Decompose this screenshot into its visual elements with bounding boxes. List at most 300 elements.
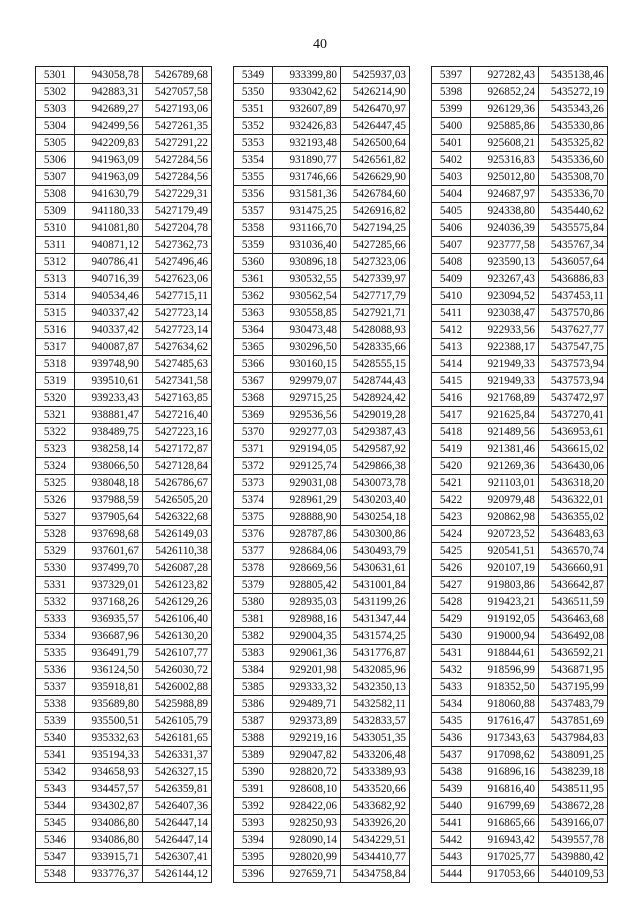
point-number-cell: 5404 [432, 186, 471, 203]
x-coordinate-cell: 926852,24 [471, 84, 539, 101]
y-coordinate-cell: 5436615,02 [539, 441, 608, 458]
x-coordinate-cell: 920979,48 [471, 492, 539, 509]
table-row [234, 271, 410, 288]
y-coordinate-cell: 5436886,83 [539, 271, 608, 288]
point-number-cell: 5409 [432, 271, 471, 288]
x-coordinate-cell: 928820,72 [273, 764, 341, 781]
x-coordinate-cell: 934302,87 [75, 798, 143, 815]
x-coordinate-cell: 941630,79 [75, 186, 143, 203]
x-coordinate-cell: 940716,39 [75, 271, 143, 288]
x-coordinate-cell: 940337,42 [75, 322, 143, 339]
point-number-cell: 5364 [234, 322, 273, 339]
y-coordinate-cell: 5436511,59 [539, 594, 608, 611]
point-number-cell: 5371 [234, 441, 273, 458]
point-number-cell: 5367 [234, 373, 273, 390]
point-number-cell: 5373 [234, 475, 273, 492]
x-coordinate-cell: 920107,19 [471, 560, 539, 577]
point-number-cell: 5311 [36, 237, 75, 254]
point-number-cell: 5374 [234, 492, 273, 509]
x-coordinate-cell: 928608,10 [273, 781, 341, 798]
point-number-cell: 5316 [36, 322, 75, 339]
y-coordinate-cell: 5437851,69 [539, 713, 608, 730]
x-coordinate-cell: 921269,36 [471, 458, 539, 475]
y-coordinate-cell: 5437270,41 [539, 407, 608, 424]
point-number-cell: 5350 [234, 84, 273, 101]
point-number-cell: 5340 [36, 730, 75, 747]
point-number-cell: 5358 [234, 220, 273, 237]
y-coordinate-cell: 5430203,40 [341, 492, 410, 509]
table-row [36, 118, 212, 135]
y-coordinate-cell: 5427723,14 [143, 322, 212, 339]
y-coordinate-cell: 5427216,40 [143, 407, 212, 424]
y-coordinate-cell: 5426561,82 [341, 152, 410, 169]
y-coordinate-cell: 5435138,46 [539, 67, 608, 84]
table-row [36, 152, 212, 169]
table-row [432, 186, 608, 203]
y-coordinate-cell: 5427229,31 [143, 186, 212, 203]
y-coordinate-cell: 5437483,79 [539, 696, 608, 713]
point-number-cell: 5336 [36, 662, 75, 679]
table-row [36, 849, 212, 866]
y-coordinate-cell: 5426447,45 [341, 118, 410, 135]
table-row [36, 339, 212, 356]
point-number-cell: 5411 [432, 305, 471, 322]
x-coordinate-cell: 924687,97 [471, 186, 539, 203]
point-number-cell: 5335 [36, 645, 75, 662]
x-coordinate-cell: 927659,71 [273, 866, 341, 883]
table-row [234, 356, 410, 373]
y-coordinate-cell: 5426916,82 [341, 203, 410, 220]
table-row [432, 373, 608, 390]
y-coordinate-cell: 5426789,68 [143, 67, 212, 84]
table-row [36, 84, 212, 101]
point-number-cell: 5324 [36, 458, 75, 475]
point-number-cell: 5307 [36, 169, 75, 186]
x-coordinate-cell: 922933,56 [471, 322, 539, 339]
y-coordinate-cell: 5433389,93 [341, 764, 410, 781]
point-number-cell: 5319 [36, 373, 75, 390]
table-row [234, 577, 410, 594]
y-coordinate-cell: 5427285,66 [341, 237, 410, 254]
x-coordinate-cell: 936491,79 [75, 645, 143, 662]
x-coordinate-cell: 928250,93 [273, 815, 341, 832]
x-coordinate-cell: 916799,69 [471, 798, 539, 815]
y-coordinate-cell: 5439880,42 [539, 849, 608, 866]
x-coordinate-cell: 916896,16 [471, 764, 539, 781]
y-coordinate-cell: 5426447,14 [143, 832, 212, 849]
y-coordinate-cell: 5436322,01 [539, 492, 608, 509]
point-number-cell: 5403 [432, 169, 471, 186]
x-coordinate-cell: 928988,16 [273, 611, 341, 628]
table-row [36, 764, 212, 781]
x-coordinate-cell: 929201,98 [273, 662, 341, 679]
table-row [432, 645, 608, 662]
point-number-cell: 5305 [36, 135, 75, 152]
x-coordinate-cell: 929333,32 [273, 679, 341, 696]
x-coordinate-cell: 937168,26 [75, 594, 143, 611]
x-coordinate-cell: 933042,62 [273, 84, 341, 101]
y-coordinate-cell: 5433682,92 [341, 798, 410, 815]
table-row [36, 560, 212, 577]
x-coordinate-cell: 934086,80 [75, 815, 143, 832]
x-coordinate-cell: 928020,99 [273, 849, 341, 866]
y-coordinate-cell: 5436430,06 [539, 458, 608, 475]
x-coordinate-cell: 918060,88 [471, 696, 539, 713]
point-number-cell: 5366 [234, 356, 273, 373]
x-coordinate-cell: 937499,70 [75, 560, 143, 577]
y-coordinate-cell: 5426500,64 [341, 135, 410, 152]
table-row [36, 526, 212, 543]
x-coordinate-cell: 939510,61 [75, 373, 143, 390]
x-coordinate-cell: 934658,93 [75, 764, 143, 781]
table-row [432, 781, 608, 798]
x-coordinate-cell: 929004,35 [273, 628, 341, 645]
x-coordinate-cell: 935194,33 [75, 747, 143, 764]
point-number-cell: 5360 [234, 254, 273, 271]
x-coordinate-cell: 923038,47 [471, 305, 539, 322]
x-coordinate-cell: 930558,85 [273, 305, 341, 322]
x-coordinate-cell: 940534,46 [75, 288, 143, 305]
table-row [36, 67, 212, 84]
point-number-cell: 5419 [432, 441, 471, 458]
y-coordinate-cell: 5427623,06 [143, 271, 212, 288]
x-coordinate-cell: 923777,58 [471, 237, 539, 254]
x-coordinate-cell: 942883,31 [75, 84, 143, 101]
y-coordinate-cell: 5426784,60 [341, 186, 410, 203]
table-row [234, 713, 410, 730]
table-row [234, 254, 410, 271]
point-number-cell: 5443 [432, 849, 471, 866]
x-coordinate-cell: 937601,67 [75, 543, 143, 560]
y-coordinate-cell: 5437573,94 [539, 373, 608, 390]
table-row [432, 662, 608, 679]
x-coordinate-cell: 928935,03 [273, 594, 341, 611]
table-row [432, 322, 608, 339]
y-coordinate-cell: 5436463,68 [539, 611, 608, 628]
x-coordinate-cell: 921768,89 [471, 390, 539, 407]
table-row [36, 628, 212, 645]
point-number-cell: 5306 [36, 152, 75, 169]
y-coordinate-cell: 5427284,56 [143, 152, 212, 169]
y-coordinate-cell: 5431574,25 [341, 628, 410, 645]
point-number-cell: 5334 [36, 628, 75, 645]
y-coordinate-cell: 5426030,72 [143, 662, 212, 679]
table-row [234, 84, 410, 101]
x-coordinate-cell: 937698,68 [75, 526, 143, 543]
table-row [234, 764, 410, 781]
x-coordinate-cell: 921103,01 [471, 475, 539, 492]
y-coordinate-cell: 5437547,75 [539, 339, 608, 356]
y-coordinate-cell: 5428924,42 [341, 390, 410, 407]
point-number-cell: 5375 [234, 509, 273, 526]
x-coordinate-cell: 923094,52 [471, 288, 539, 305]
point-number-cell: 5426 [432, 560, 471, 577]
point-number-cell: 5353 [234, 135, 273, 152]
point-number-cell: 5331 [36, 577, 75, 594]
y-coordinate-cell: 5436483,63 [539, 526, 608, 543]
x-coordinate-cell: 918596,99 [471, 662, 539, 679]
x-coordinate-cell: 928090,14 [273, 832, 341, 849]
table-row [234, 543, 410, 560]
x-coordinate-cell: 928787,86 [273, 526, 341, 543]
y-coordinate-cell: 5430300,86 [341, 526, 410, 543]
point-number-cell: 5434 [432, 696, 471, 713]
point-number-cell: 5439 [432, 781, 471, 798]
table-row [432, 832, 608, 849]
point-number-cell: 5407 [432, 237, 471, 254]
table-row [432, 849, 608, 866]
y-coordinate-cell: 5435308,70 [539, 169, 608, 186]
table-row [36, 305, 212, 322]
table-row [234, 628, 410, 645]
table-row [36, 101, 212, 118]
point-number-cell: 5314 [36, 288, 75, 305]
table-row [36, 458, 212, 475]
x-coordinate-cell: 941081,80 [75, 220, 143, 237]
point-number-cell: 5327 [36, 509, 75, 526]
x-coordinate-cell: 917053,66 [471, 866, 539, 883]
table-row [234, 815, 410, 832]
y-coordinate-cell: 5426331,37 [143, 747, 212, 764]
y-coordinate-cell: 5426327,15 [143, 764, 212, 781]
table-row [234, 288, 410, 305]
point-number-cell: 5349 [234, 67, 273, 84]
y-coordinate-cell: 5426149,03 [143, 526, 212, 543]
point-number-cell: 5441 [432, 815, 471, 832]
table-row [36, 254, 212, 271]
point-number-cell: 5414 [432, 356, 471, 373]
point-number-cell: 5390 [234, 764, 273, 781]
table-row [432, 713, 608, 730]
y-coordinate-cell: 5426505,20 [143, 492, 212, 509]
table-row [234, 441, 410, 458]
x-coordinate-cell: 925608,21 [471, 135, 539, 152]
point-number-cell: 5398 [432, 84, 471, 101]
point-number-cell: 5402 [432, 152, 471, 169]
x-coordinate-cell: 932426,83 [273, 118, 341, 135]
table-row [432, 526, 608, 543]
y-coordinate-cell: 5439557,78 [539, 832, 608, 849]
table-row [432, 696, 608, 713]
x-coordinate-cell: 921625,84 [471, 407, 539, 424]
x-coordinate-cell: 934086,80 [75, 832, 143, 849]
point-number-cell: 5332 [36, 594, 75, 611]
point-number-cell: 5413 [432, 339, 471, 356]
table-row [234, 730, 410, 747]
x-coordinate-cell: 921949,33 [471, 356, 539, 373]
y-coordinate-cell: 5426144,12 [143, 866, 212, 883]
y-coordinate-cell: 5433051,35 [341, 730, 410, 747]
x-coordinate-cell: 939748,90 [75, 356, 143, 373]
table-row [432, 101, 608, 118]
x-coordinate-cell: 930532,55 [273, 271, 341, 288]
x-coordinate-cell: 935332,63 [75, 730, 143, 747]
y-coordinate-cell: 5427261,35 [143, 118, 212, 135]
x-coordinate-cell: 928961,29 [273, 492, 341, 509]
point-number-cell: 5440 [432, 798, 471, 815]
y-coordinate-cell: 5435336,60 [539, 152, 608, 169]
table-row [234, 747, 410, 764]
table-row [432, 424, 608, 441]
table-row [234, 560, 410, 577]
table-row [234, 220, 410, 237]
table-row [432, 203, 608, 220]
point-number-cell: 5386 [234, 696, 273, 713]
y-coordinate-cell: 5435272,19 [539, 84, 608, 101]
table-row [432, 798, 608, 815]
table-row [234, 67, 410, 84]
y-coordinate-cell: 5428335,66 [341, 339, 410, 356]
table-row [234, 322, 410, 339]
point-number-cell: 5389 [234, 747, 273, 764]
table-row [432, 764, 608, 781]
y-coordinate-cell: 5426181,65 [143, 730, 212, 747]
point-number-cell: 5418 [432, 424, 471, 441]
point-number-cell: 5337 [36, 679, 75, 696]
y-coordinate-cell: 5427179,49 [143, 203, 212, 220]
x-coordinate-cell: 936935,57 [75, 611, 143, 628]
point-number-cell: 5368 [234, 390, 273, 407]
y-coordinate-cell: 5436355,02 [539, 509, 608, 526]
table-row [36, 203, 212, 220]
x-coordinate-cell: 931746,66 [273, 169, 341, 186]
table-row [36, 475, 212, 492]
y-coordinate-cell: 5429019,28 [341, 407, 410, 424]
x-coordinate-cell: 924338,80 [471, 203, 539, 220]
x-coordinate-cell: 930160,15 [273, 356, 341, 373]
y-coordinate-cell: 5438672,28 [539, 798, 608, 815]
x-coordinate-cell: 918352,50 [471, 679, 539, 696]
table-row [234, 373, 410, 390]
x-coordinate-cell: 933776,37 [75, 866, 143, 883]
table-row [432, 866, 608, 883]
x-coordinate-cell: 931475,25 [273, 203, 341, 220]
point-number-cell: 5320 [36, 390, 75, 407]
table-row [432, 543, 608, 560]
point-number-cell: 5417 [432, 407, 471, 424]
point-number-cell: 5338 [36, 696, 75, 713]
x-coordinate-cell: 918844,61 [471, 645, 539, 662]
table-row [234, 696, 410, 713]
y-coordinate-cell: 5427204,78 [143, 220, 212, 237]
table-row [36, 373, 212, 390]
table-row [234, 475, 410, 492]
x-coordinate-cell: 938066,50 [75, 458, 143, 475]
x-coordinate-cell: 928888,90 [273, 509, 341, 526]
x-coordinate-cell: 925885,86 [471, 118, 539, 135]
y-coordinate-cell: 5436953,61 [539, 424, 608, 441]
x-coordinate-cell: 936124,50 [75, 662, 143, 679]
point-number-cell: 5322 [36, 424, 75, 441]
x-coordinate-cell: 931166,70 [273, 220, 341, 237]
table-row [36, 594, 212, 611]
table-row [234, 186, 410, 203]
point-number-cell: 5357 [234, 203, 273, 220]
y-coordinate-cell: 5427634,62 [143, 339, 212, 356]
x-coordinate-cell: 917616,47 [471, 713, 539, 730]
y-coordinate-cell: 5429587,92 [341, 441, 410, 458]
x-coordinate-cell: 940087,87 [75, 339, 143, 356]
table-row [36, 441, 212, 458]
point-number-cell: 5431 [432, 645, 471, 662]
y-coordinate-cell: 5426002,88 [143, 679, 212, 696]
table-row [432, 254, 608, 271]
table-row [234, 390, 410, 407]
x-coordinate-cell: 928422,06 [273, 798, 341, 815]
y-coordinate-cell: 5433206,48 [341, 747, 410, 764]
point-number-cell: 5392 [234, 798, 273, 815]
point-number-cell: 5315 [36, 305, 75, 322]
y-coordinate-cell: 5427323,06 [341, 254, 410, 271]
point-number-cell: 5387 [234, 713, 273, 730]
y-coordinate-cell: 5427163,85 [143, 390, 212, 407]
table-row [36, 356, 212, 373]
point-number-cell: 5433 [432, 679, 471, 696]
y-coordinate-cell: 5427291,22 [143, 135, 212, 152]
x-coordinate-cell: 930562,54 [273, 288, 341, 305]
y-coordinate-cell: 5426087,28 [143, 560, 212, 577]
x-coordinate-cell: 927282,43 [471, 67, 539, 84]
table-row [234, 458, 410, 475]
point-number-cell: 5310 [36, 220, 75, 237]
x-coordinate-cell: 924036,39 [471, 220, 539, 237]
y-coordinate-cell: 5437984,83 [539, 730, 608, 747]
x-coordinate-cell: 929219,16 [273, 730, 341, 747]
point-number-cell: 5344 [36, 798, 75, 815]
table-row [36, 747, 212, 764]
table-row [432, 288, 608, 305]
point-number-cell: 5309 [36, 203, 75, 220]
point-number-cell: 5301 [36, 67, 75, 84]
y-coordinate-cell: 5426129,26 [143, 594, 212, 611]
y-coordinate-cell: 5435325,82 [539, 135, 608, 152]
y-coordinate-cell: 5435575,84 [539, 220, 608, 237]
y-coordinate-cell: 5436660,91 [539, 560, 608, 577]
table-row [234, 611, 410, 628]
x-coordinate-cell: 938489,75 [75, 424, 143, 441]
y-coordinate-cell: 5426447,14 [143, 815, 212, 832]
point-number-cell: 5355 [234, 169, 273, 186]
table-row [432, 356, 608, 373]
x-coordinate-cell: 929031,08 [273, 475, 341, 492]
point-number-cell: 5381 [234, 611, 273, 628]
y-coordinate-cell: 5430493,79 [341, 543, 410, 560]
table-row [36, 611, 212, 628]
table-row [432, 441, 608, 458]
table-row [234, 305, 410, 322]
y-coordinate-cell: 5426105,79 [143, 713, 212, 730]
point-number-cell: 5363 [234, 305, 273, 322]
y-coordinate-cell: 5427128,84 [143, 458, 212, 475]
y-coordinate-cell: 5435336,70 [539, 186, 608, 203]
x-coordinate-cell: 926129,36 [471, 101, 539, 118]
point-number-cell: 5329 [36, 543, 75, 560]
y-coordinate-cell: 5436492,08 [539, 628, 608, 645]
coordinate-table-2 [233, 66, 410, 883]
table-row [432, 339, 608, 356]
y-coordinate-cell: 5426359,81 [143, 781, 212, 798]
point-number-cell: 5359 [234, 237, 273, 254]
table-row [36, 288, 212, 305]
table-row [36, 509, 212, 526]
y-coordinate-cell: 5427341,58 [143, 373, 212, 390]
y-coordinate-cell: 5425937,03 [341, 67, 410, 84]
x-coordinate-cell: 919423,21 [471, 594, 539, 611]
table-row [432, 458, 608, 475]
y-coordinate-cell: 5427172,87 [143, 441, 212, 458]
x-coordinate-cell: 930896,18 [273, 254, 341, 271]
table-row [432, 679, 608, 696]
